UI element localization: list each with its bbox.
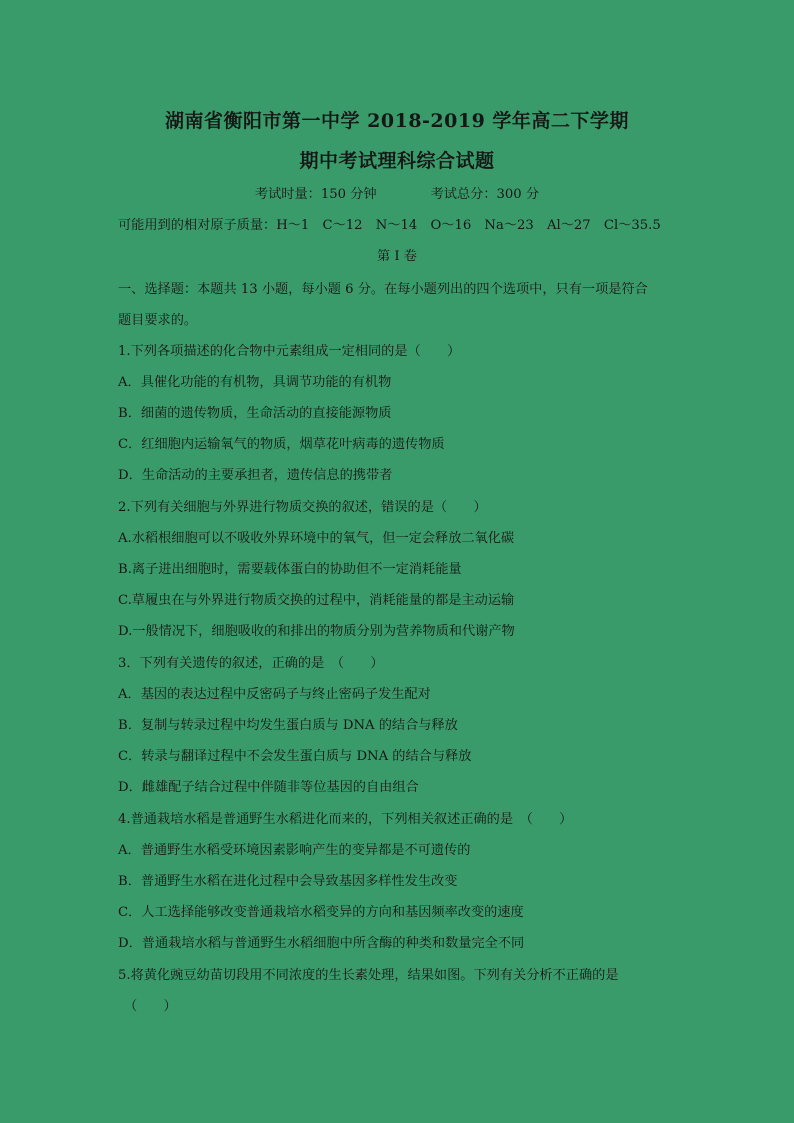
- question-5-answer-blank: （ ）: [124, 999, 177, 1014]
- question-1-option-b: B．细菌的遗传物质，生命活动的直接能源物质: [118, 406, 392, 421]
- question-1-option-d: D．生命活动的主要承担者，遗传信息的携带者: [118, 468, 393, 483]
- instructions-line-1: 一、选择题：本题共 13 小题，每小题 6 分。在每小题列出的四个选项中，只有一项是符合: [118, 282, 648, 297]
- question-2-option-d: D.一般情况下，细胞吸收的和排出的物质分别为营养物质和代谢产物: [118, 624, 515, 639]
- question-3-option-d: D．雌雄配子结合过程中伴随非等位基因的自由组合: [118, 780, 419, 795]
- question-2-option-c: C.草履虫在与外界进行物质交换的过程中，消耗能量的都是主动运输: [118, 593, 515, 608]
- question-3-stem: 3．下列有关遗传的叙述，正确的是 （ ）: [118, 656, 384, 671]
- question-1-stem: 1.下列各项描述的化合物中元素组成一定相同的是（ ）: [118, 344, 461, 359]
- question-4-option-b: B．普通野生水稻在进化过程中会导致基因多样性发生改变: [118, 874, 458, 889]
- exam-title: 湖南省衡阳市第一中学 2018-2019 学年高二下学期: [165, 110, 629, 132]
- question-4-stem: 4.普通栽培水稻是普通野生水稻进化而来的，下列相关叙述正确的是 （ ）: [118, 812, 573, 827]
- volume-heading: 第 I 卷: [377, 249, 417, 264]
- question-2-option-b: B.离子进出细胞时，需要载体蛋白的协助但不一定消耗能量: [118, 562, 462, 577]
- question-2-option-a: A.水稻根细胞可以不吸收外界环境中的氧气，但一定会释放二氧化碳: [118, 531, 515, 546]
- atomic-masses: 可能用到的相对原子质量：H～1 C～12 N～14 O～16 Na～23 Al～27 Cl～35.5: [118, 218, 661, 233]
- question-1-option-c: C．红细胞内运输氧气的物质，烟草花叶病毒的遗传物质: [118, 437, 445, 452]
- instructions-line-2: 题目要求的。: [118, 313, 198, 328]
- question-4-option-a: A．普通野生水稻受环境因素影响产生的变异都是不可遗传的: [118, 843, 471, 858]
- question-3-option-a: A．基因的表达过程中反密码子与终止密码子发生配对: [118, 687, 431, 702]
- question-3-option-b: B．复制与转录过程中均发生蛋白质与 DNA 的结合与释放: [118, 718, 458, 733]
- question-3-option-c: C．转录与翻译过程中不会发生蛋白质与 DNA 的结合与释放: [118, 749, 472, 764]
- question-4-option-d: D．普通栽培水稻与普通野生水稻细胞中所含酶的种类和数量完全不同: [118, 936, 525, 951]
- question-1-option-a: A．具催化功能的有机物，具调节功能的有机物: [118, 375, 392, 390]
- exam-meta: [0, 186, 794, 204]
- exam-score: 考试总分：300 分: [430, 187, 540, 202]
- question-4-option-c: C．人工选择能够改变普通栽培水稻变异的方向和基因频率改变的速度: [118, 905, 524, 920]
- question-5-stem: 5.将黄化豌豆幼苗切段用不同浓度的生长素处理，结果如图。下列有关分析不正确的是: [118, 968, 619, 983]
- exam-time: 考试时量：150 分钟: [254, 187, 377, 202]
- question-2-stem: 2.下列有关细胞与外界进行物质交换的叙述，错误的是（ ）: [118, 500, 487, 515]
- exam-subtitle: 期中考试理科综合试题: [299, 150, 495, 172]
